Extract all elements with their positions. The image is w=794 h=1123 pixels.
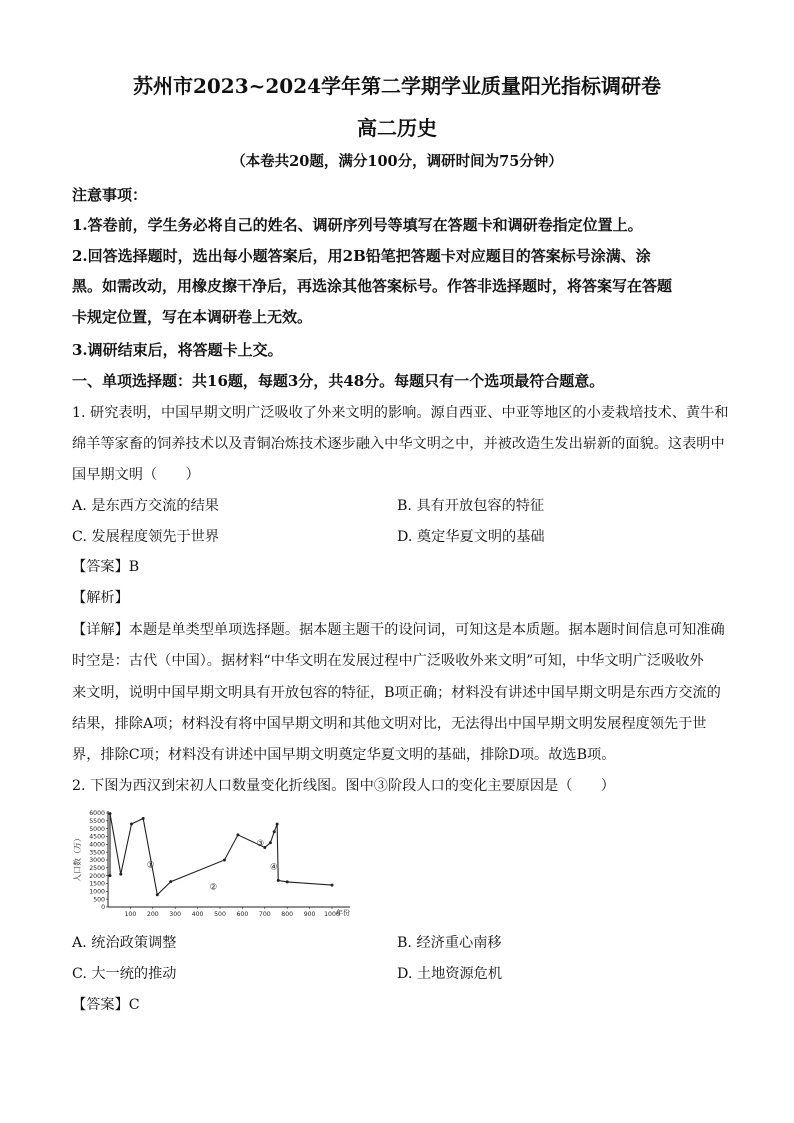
data-point xyxy=(156,893,159,896)
q2-option-a: A. 统治政策调整 xyxy=(72,935,177,951)
stage-marker: ③ xyxy=(256,838,265,849)
data-point xyxy=(109,812,112,815)
chart-y-label: 人口数（万） xyxy=(73,834,82,882)
q1-option-d: D. 奠定华夏文明的基础 xyxy=(397,529,545,545)
data-point xyxy=(236,833,239,836)
q2-option-b: B. 经济重心南移 xyxy=(397,935,502,951)
q1-option-b: B. 具有开放包容的特征 xyxy=(397,498,545,514)
stage-marker: ④ xyxy=(269,862,278,873)
chart-y-ticks xyxy=(89,810,108,911)
y-tick-label: 2500 xyxy=(89,865,105,873)
y-tick-label: 500 xyxy=(93,896,105,904)
q1-detail-line-1: 【详解】本题是单类型单项选择题。据本题主题干的设问词，可知这是本质题。据本题时间信息可知准确 xyxy=(72,622,725,638)
q2-option-d: D. 土地资源危机 xyxy=(397,966,503,982)
x-tick-label: 700 xyxy=(258,911,271,918)
y-tick-label: 4500 xyxy=(89,833,105,841)
data-point xyxy=(276,823,279,826)
q1-stem-line-2: 绵羊等家畜的饲养技术以及青铜冶炼技术逐步融入中华文明之中，并被改造生发出崭新的面貌。这表明中 xyxy=(72,436,725,452)
y-tick-label: 5000 xyxy=(89,825,105,833)
q1-detail-line-4: 结果，排除A项；材料没有将中国早期文明和其他文明对比，无法得出中国早期文明发展程度领先于世 xyxy=(72,716,707,732)
y-tick-label: 3000 xyxy=(89,857,105,865)
notice-item-3: 3.调研结束后，将答题卡上交。 xyxy=(72,341,283,359)
notice-heading: 注意事项： xyxy=(72,186,148,204)
y-tick-label: 1000 xyxy=(89,888,105,896)
q2-option-c: C. 大一统的推动 xyxy=(72,966,177,982)
section-1-title: 一、单项选择题：共16题，每题3分，共48分。每题只有一个选项最符合题意。 xyxy=(72,372,605,390)
exam-title: 苏州市2023~2024学年第二学期学业质量阳光指标调研卷 xyxy=(132,74,662,98)
data-point xyxy=(119,873,122,876)
notice-item-2-line-1: 2.回答选择题时，选出每小题答案后，用2B铅笔把答题卡对应题目的答案标号涂满、涂 xyxy=(72,247,651,265)
y-tick-label: 1500 xyxy=(89,880,105,888)
x-tick-label: 200 xyxy=(146,911,159,918)
q1-detail-line-3: 来文明，说明中国早期文明具有开放包容的特征，B项正确；材料没有讲述中国早期文明是东西方交流的 xyxy=(72,685,721,701)
exam-subject: 高二历史 xyxy=(357,116,437,140)
data-point xyxy=(130,822,133,825)
data-point xyxy=(109,874,112,877)
data-point xyxy=(273,830,276,833)
y-tick-label: 3500 xyxy=(89,849,105,857)
notice-item-1: 1.答卷前，学生务必将自己的姓名、调研序列号等填写在答题卡和调研卷指定位置上。 xyxy=(72,216,643,234)
x-tick-label: 400 xyxy=(191,911,204,918)
q2-stem: 2. 下图为西汉到宋初人口数量变化折线图。图中③阶段人口的变化主要原因是（ ） xyxy=(72,778,615,794)
population-line-chart xyxy=(70,804,370,922)
data-point xyxy=(169,880,172,883)
exam-info: （本卷共20题，满分100分，调研时间为75分钟） xyxy=(231,153,563,170)
data-point xyxy=(142,817,145,820)
data-point xyxy=(269,841,272,844)
y-tick-label: 6000 xyxy=(89,810,105,818)
q1-detail-line-5: 界，排除C项；材料没有讲述中国早期文明奠定华夏文明的基础，排除D项。故选B项。 xyxy=(72,747,616,763)
q1-option-c: C. 发展程度领先于世界 xyxy=(72,529,220,545)
chart-x-label: 年份 xyxy=(336,909,350,917)
y-tick-label: 4000 xyxy=(89,841,105,849)
stage-marker: ② xyxy=(209,882,218,893)
stage-marker: ① xyxy=(146,860,155,871)
data-point xyxy=(286,880,289,883)
data-point xyxy=(331,884,334,887)
x-tick-label: 600 xyxy=(236,911,249,918)
x-tick-label: 300 xyxy=(169,911,182,918)
y-tick-label: 5500 xyxy=(89,818,105,826)
x-tick-label: 100 xyxy=(124,911,137,918)
series-line xyxy=(110,814,332,895)
q1-option-a: A. 是东西方交流的结果 xyxy=(72,498,219,514)
x-tick-label: 500 xyxy=(214,911,226,918)
data-point xyxy=(277,879,280,882)
notice-item-2-line-2: 黑。如需改动，用橡皮擦干净后，再选涂其他答案标号。作答非选择题时，将答案写在答题 xyxy=(72,277,673,295)
q1-analysis-label: 【解析】 xyxy=(72,590,129,606)
q1-detail-line-2: 时空是：古代（中国）。据材料“中华文明在发展过程中广泛吸收外来文明”可知，中华文明广泛吸收外 xyxy=(72,653,704,669)
q2-answer: 【答案】C xyxy=(72,997,140,1013)
y-tick-label: 0 xyxy=(101,904,105,912)
notice-item-2-line-3: 卡规定位置，写在本调研卷上无效。 xyxy=(72,308,313,326)
q1-answer: 【答案】B xyxy=(72,559,140,575)
chart-x-ticks xyxy=(124,907,339,918)
chart-plot xyxy=(109,812,334,896)
data-point xyxy=(223,859,226,862)
q1-stem-line-3: 国早期文明（ ） xyxy=(72,467,200,483)
q1-stem-line-1: 1. 研究表明，中国早期文明广泛吸收了外来文明的影响。源自西亚、中亚等地区的小麦栽培技术、黄牛和 xyxy=(72,405,729,421)
x-tick-label: 900 xyxy=(303,911,316,918)
y-tick-label: 2000 xyxy=(89,872,105,880)
x-tick-label: 1000 xyxy=(324,911,340,918)
x-tick-label: 800 xyxy=(281,911,294,918)
